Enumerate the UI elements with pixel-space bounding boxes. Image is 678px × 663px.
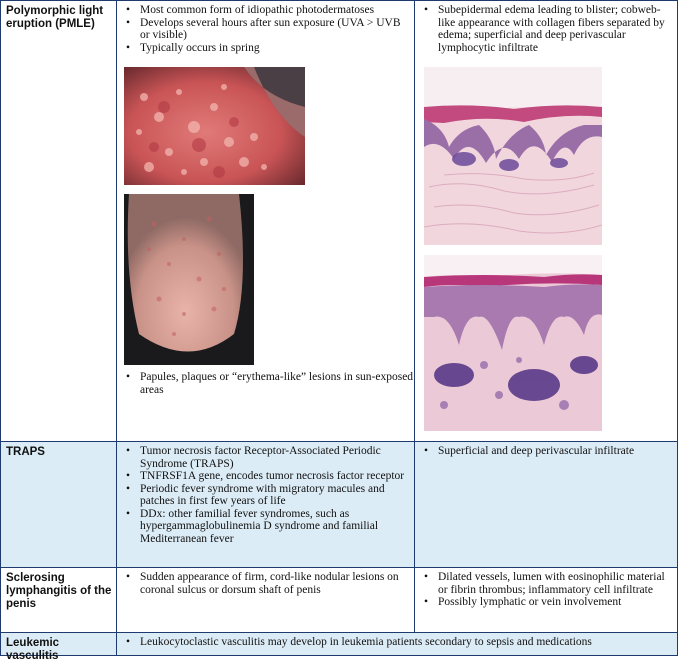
clinical-list [117,1,414,54]
list-item: • Typically occurs in spring [125,42,410,55]
histo-cell [415,1,677,441]
list-item: • Possibly lymphatic or vein involvement [423,596,673,609]
histo-micrograph-low [424,67,602,245]
list-item: • Periodic fever syndrome with migratory macules and patches in first few years of life [125,483,410,508]
row-name-cell [1,633,117,662]
clinical-photo-arm [124,194,254,365]
list-item: • Subepidermal edema leading to blister; cobweb-like appearance with collagen fibers separated by edema; superficial and deep perivascular lymphocytic infiltrate [423,4,673,54]
list-item: • TNFRSF1A gene, encodes tumor necrosis factor receptor [125,470,410,483]
list-item: • Most common form of idiopathic photodermatoses [125,4,410,17]
clinical-list [117,568,414,596]
clinical-list [117,442,414,545]
clinical-cell-wide [117,633,677,655]
row-name: TRAPS [6,446,45,458]
list-item: • Leukocytoclastic vasculitis may develop in leukemia patients secondary to sepsis and medications [125,636,673,649]
histo-list [415,442,677,458]
list-item: • Sudden appearance of firm, cord-like nodular lesions on coronal sulcus or dorsum shaft of penis [125,571,410,596]
histo-list [415,1,677,54]
histo-cell [415,568,677,632]
row-name: Leukemic vasculitis [6,637,60,662]
histo-list [415,568,677,609]
clinical-photo-chest [124,67,305,185]
table-row-sclerosing-lymphangitis [1,568,677,633]
table-row-pmle [1,1,677,442]
list-item: • Dilated vessels, lumen with eosinophilic material or fibrin thrombus; inflammatory cell infiltrate [423,571,673,596]
row-name-cell [1,442,117,567]
clinical-cell [117,1,415,441]
row-name: Sclerosing lymphangitis of the penis [6,572,112,610]
list-item: • DDx: other familial fever syndromes, such as hypergammaglobulinemia D syndrome and familial Mediterranean fever [125,508,410,546]
list-item: • Superficial and deep perivascular infiltrate [423,445,673,458]
row-name-cell [1,568,117,632]
row-name-cell [1,1,117,441]
histo-cell [415,442,677,567]
list-item: • Tumor necrosis factor Receptor-Associated Periodic Syndrome (TRAPS) [125,445,410,470]
list-item: • Develops several hours after sun exposure (UVA > UVB or visible) [125,17,410,42]
list-item: • Papules, plaques or “erythema-like” lesions in sun-exposed areas [125,371,415,396]
clinical-list [117,633,677,649]
row-name: Polymorphic light eruption (PMLE) [6,5,104,30]
clinical-cell [117,568,415,632]
clinical-list-after-images [117,368,419,396]
histo-micrograph-high [424,255,602,431]
table-row-traps [1,442,677,568]
clinical-cell [117,442,415,567]
table-row-leukemic-vasculitis [1,633,677,662]
